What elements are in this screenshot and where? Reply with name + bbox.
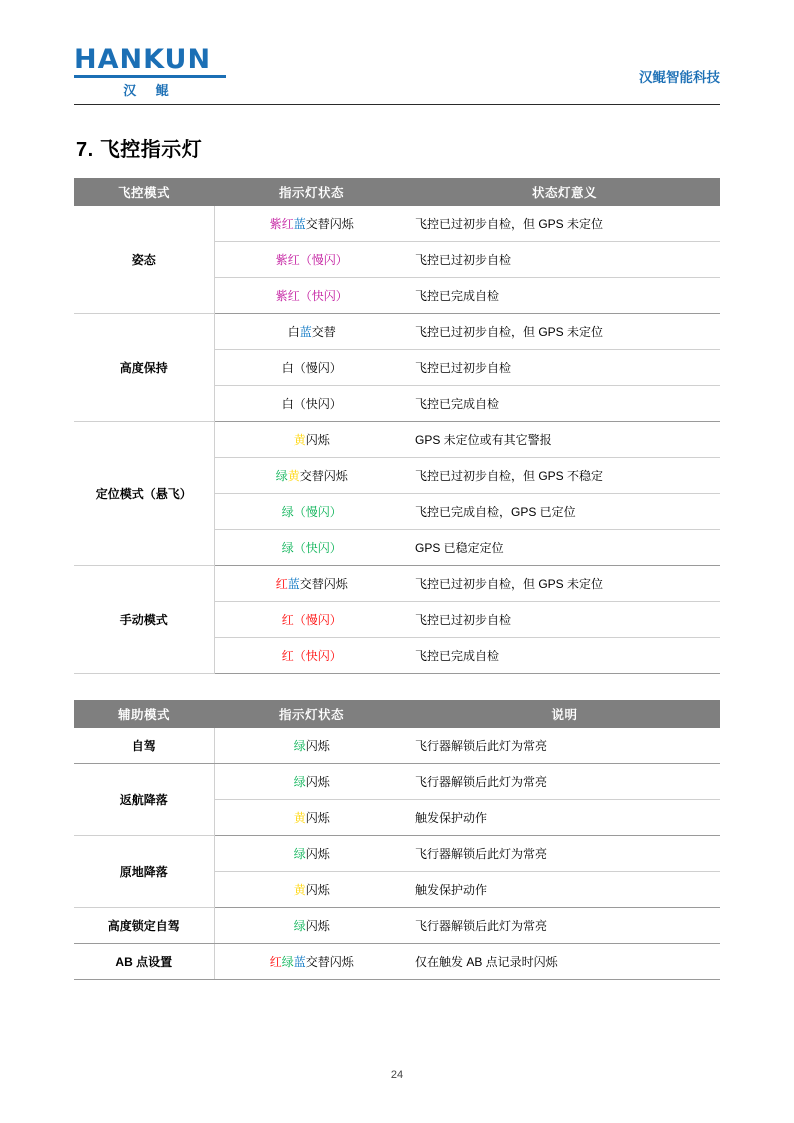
led-state-part: 闪烁 xyxy=(305,811,330,825)
meaning-cell: 飞行器解锁后此灯为常亮 xyxy=(409,908,720,944)
led-state-part: 绿 xyxy=(275,469,288,483)
led-state-part: 绿 xyxy=(293,847,306,861)
column-header-mode: 飞控模式 xyxy=(74,178,214,206)
mode-cell: 高度保持 xyxy=(74,314,214,422)
led-state-cell xyxy=(214,836,409,872)
mode-cell: 姿态 xyxy=(74,206,214,314)
led-state-part: 绿 xyxy=(293,775,306,789)
led-state-part: 交替 xyxy=(311,325,336,339)
document-header xyxy=(74,40,720,98)
led-state-cell xyxy=(214,242,409,278)
section-title: 7. 飞控指示灯 xyxy=(76,139,203,161)
mode-cell: 手动模式 xyxy=(74,566,214,674)
page-number: 24 xyxy=(390,1069,404,1081)
aux-mode-led-table xyxy=(74,700,720,980)
led-state-part: 绿 xyxy=(281,955,294,969)
column-header-meaning: 状态灯意义 xyxy=(409,178,720,206)
led-state-cell xyxy=(214,764,409,800)
led-state-part: 交替闪烁 xyxy=(299,469,348,483)
meaning-cell: 飞行器解锁后此灯为常亮 xyxy=(409,764,720,800)
mode-cell: 原地降落 xyxy=(74,836,214,908)
led-state-part: 蓝 xyxy=(287,577,300,591)
mode-cell: 定位模式（悬飞） xyxy=(74,422,214,566)
table-row xyxy=(74,422,720,458)
flight-mode-led-table xyxy=(74,178,720,674)
led-state-part: 蓝 xyxy=(293,955,306,969)
led-state-part: 蓝 xyxy=(293,217,306,231)
led-state-part: 黄 xyxy=(293,811,306,825)
table-row xyxy=(74,206,720,242)
led-state-cell xyxy=(214,602,409,638)
table-body xyxy=(74,206,720,674)
led-state-part: 交替闪烁 xyxy=(305,217,354,231)
company-logo xyxy=(74,40,274,99)
led-state-part: 蓝 xyxy=(299,325,312,339)
led-state-part: 黄 xyxy=(287,469,300,483)
column-header-led-state: 指示灯状态 xyxy=(214,700,409,728)
led-state-part: 红 xyxy=(275,577,288,591)
meaning-cell: GPS 已稳定定位 xyxy=(409,530,720,566)
meaning-cell: 飞控已完成自检，GPS 已定位 xyxy=(409,494,720,530)
led-state-cell xyxy=(214,908,409,944)
table-row xyxy=(74,944,720,980)
meaning-cell: 飞控已完成自检 xyxy=(409,278,720,314)
led-state-part: 闪烁 xyxy=(305,433,330,447)
led-state-part: 白 xyxy=(287,325,300,339)
meaning-cell: 触发保护动作 xyxy=(409,872,720,908)
meaning-cell: 飞控已过初步自检 xyxy=(409,242,720,278)
led-state-cell xyxy=(214,458,409,494)
led-state-cell xyxy=(214,386,409,422)
led-state-part: 闪烁 xyxy=(305,883,330,897)
led-state-cell xyxy=(214,494,409,530)
logo-subtext: 汉 鲲 xyxy=(123,83,177,98)
mode-cell: 高度锁定自驾 xyxy=(74,908,214,944)
logo-wordmark: HANKUN xyxy=(74,44,212,75)
led-state-part: 黄 xyxy=(293,883,306,897)
mode-cell: 自驾 xyxy=(74,728,214,764)
meaning-cell: GPS 未定位或有其它警报 xyxy=(409,422,720,458)
table-header-row xyxy=(74,700,720,728)
table-row xyxy=(74,314,720,350)
meaning-cell: 飞控已完成自检 xyxy=(409,386,720,422)
led-state-cell xyxy=(214,314,409,350)
led-state-part: 绿（快闪） xyxy=(281,541,342,555)
column-header-aux-mode: 辅助模式 xyxy=(74,700,214,728)
led-state-cell xyxy=(214,278,409,314)
led-state-part: 闪烁 xyxy=(305,847,330,861)
led-state-part: 红（快闪） xyxy=(281,649,342,663)
led-state-cell xyxy=(214,728,409,764)
table-row xyxy=(74,908,720,944)
led-state-cell xyxy=(214,422,409,458)
led-state-part: 红（慢闪） xyxy=(281,613,342,627)
led-state-part: 绿（慢闪） xyxy=(281,505,342,519)
led-state-cell xyxy=(214,872,409,908)
meaning-cell: 触发保护动作 xyxy=(409,800,720,836)
logo-underline xyxy=(74,75,226,78)
meaning-cell: 飞控已过初步自检 xyxy=(409,602,720,638)
meaning-cell: 飞控已完成自检 xyxy=(409,638,720,674)
led-state-part: 闪烁 xyxy=(305,739,330,753)
column-header-description: 说明 xyxy=(409,700,720,728)
led-state-part: 白（快闪） xyxy=(281,397,342,411)
header-divider xyxy=(74,104,720,105)
meaning-cell: 飞控已过初步自检 xyxy=(409,350,720,386)
led-state-part: 红 xyxy=(269,955,282,969)
column-header-led-state: 指示灯状态 xyxy=(214,178,409,206)
meaning-cell: 仅在触发 AB 点记录时闪烁 xyxy=(409,944,720,980)
meaning-cell: 飞行器解锁后此灯为常亮 xyxy=(409,728,720,764)
table-row xyxy=(74,566,720,602)
led-state-cell xyxy=(214,350,409,386)
led-state-part: 白（慢闪） xyxy=(281,361,342,375)
led-state-part: 紫红 xyxy=(269,217,294,231)
meaning-cell: 飞控已过初步自检，但 GPS 未定位 xyxy=(409,206,720,242)
mode-cell: AB 点设置 xyxy=(74,944,214,980)
led-state-cell xyxy=(214,530,409,566)
led-state-cell xyxy=(214,800,409,836)
header-company-name: 汉鲲智能科技 xyxy=(639,70,720,85)
led-state-part: 绿 xyxy=(293,919,306,933)
led-state-cell xyxy=(214,638,409,674)
led-state-part: 闪烁 xyxy=(305,919,330,933)
table-row xyxy=(74,764,720,800)
led-state-part: 交替闪烁 xyxy=(299,577,348,591)
table-row xyxy=(74,728,720,764)
meaning-cell: 飞控已过初步自检，但 GPS 未定位 xyxy=(409,566,720,602)
led-state-part: 黄 xyxy=(293,433,306,447)
led-state-part: 紫红（慢闪） xyxy=(275,253,348,267)
mode-cell: 返航降落 xyxy=(74,764,214,836)
meaning-cell: 飞控已过初步自检，但 GPS 未定位 xyxy=(409,314,720,350)
led-state-part: 绿 xyxy=(293,739,306,753)
table-body xyxy=(74,728,720,980)
led-state-part: 闪烁 xyxy=(305,775,330,789)
meaning-cell: 飞控已过初步自检，但 GPS 不稳定 xyxy=(409,458,720,494)
table-header-row xyxy=(74,178,720,206)
meaning-cell: 飞行器解锁后此灯为常亮 xyxy=(409,836,720,872)
table-row xyxy=(74,836,720,872)
led-state-cell xyxy=(214,566,409,602)
led-state-part: 紫红（快闪） xyxy=(275,289,348,303)
led-state-part: 交替闪烁 xyxy=(305,955,354,969)
led-state-cell xyxy=(214,944,409,980)
led-state-cell xyxy=(214,206,409,242)
